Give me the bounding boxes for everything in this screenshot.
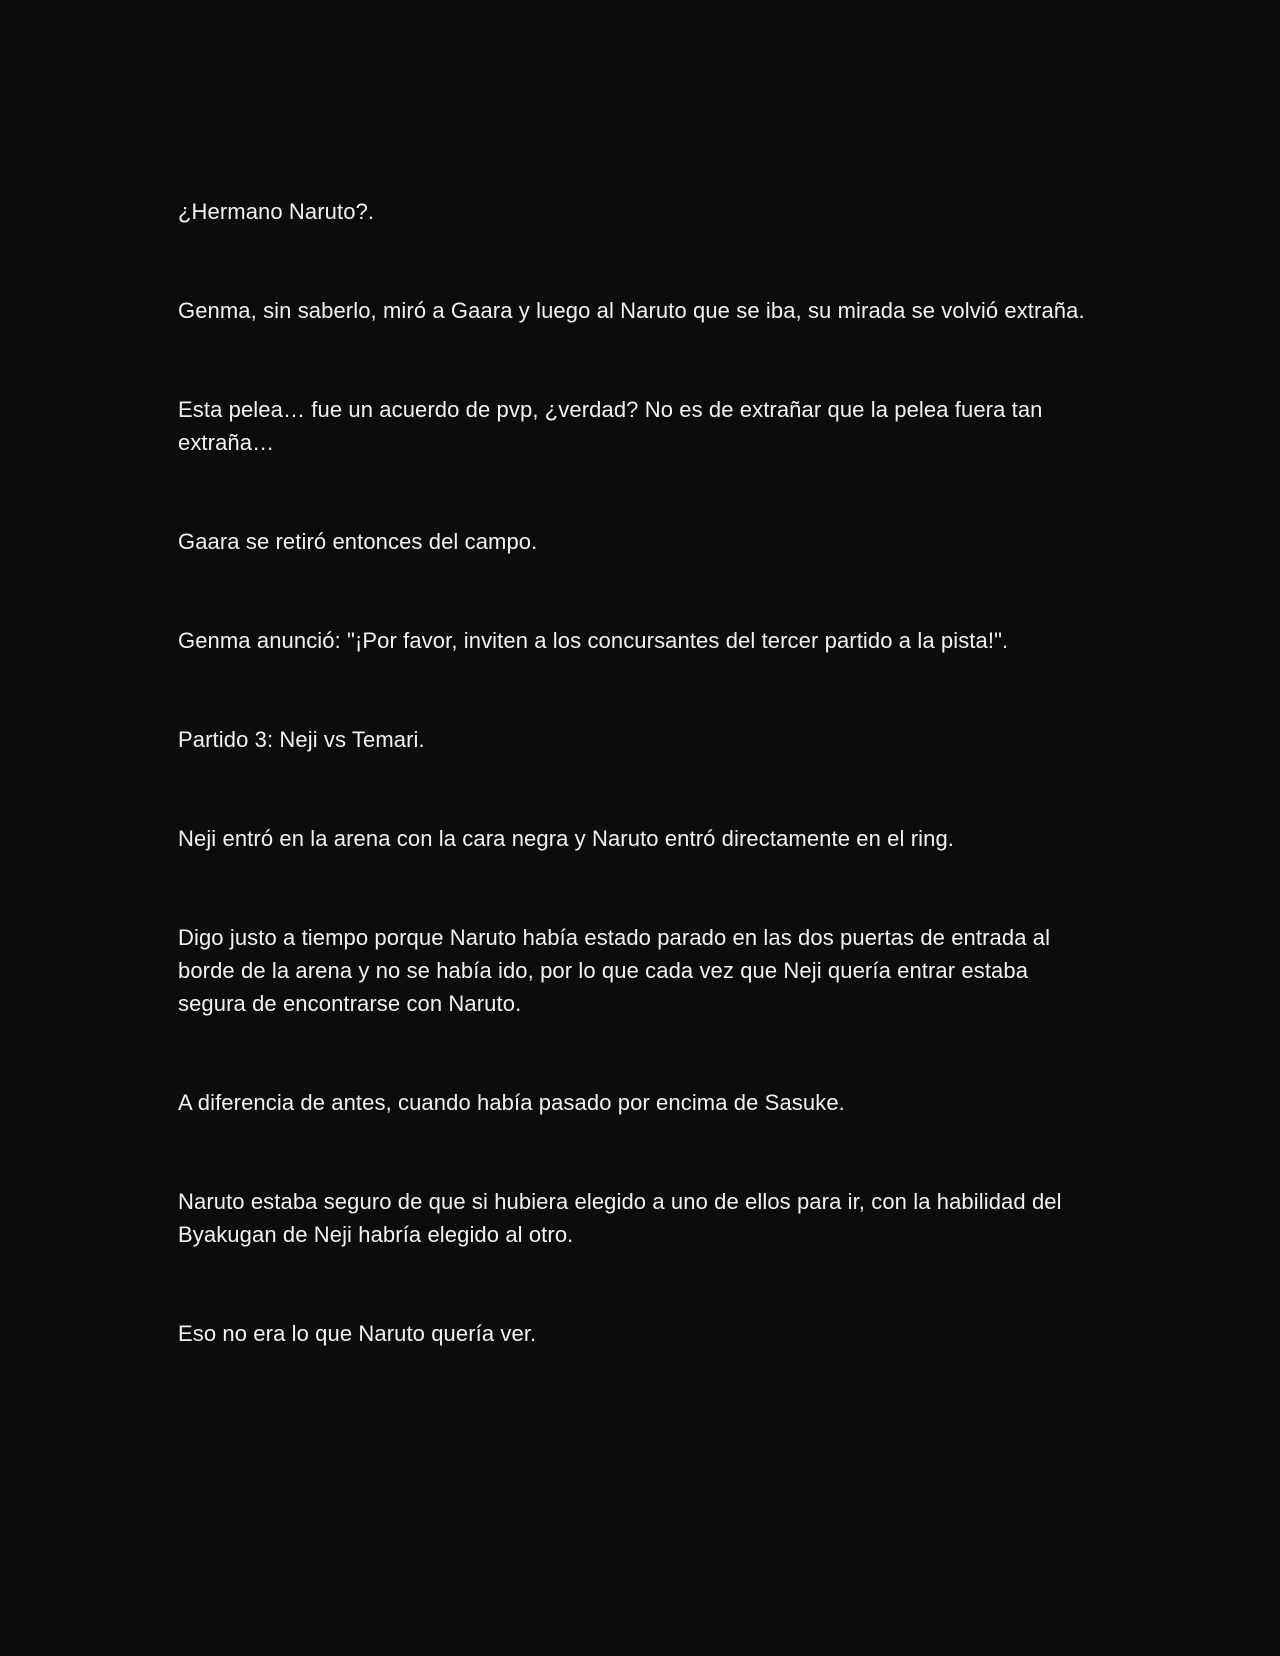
paragraph-4: Gaara se retiró entonces del campo. xyxy=(178,529,538,554)
paragraph-5: Genma anunció: "¡Por favor, inviten a los concursantes del tercer partido a la pista!". xyxy=(178,628,1009,653)
paragraph-6: Partido 3: Neji vs Temari. xyxy=(178,727,425,752)
paragraph-7: Neji entró en la arena con la cara negra y Naruto entró directamente en el ring. xyxy=(178,826,954,851)
paragraph-9: A diferencia de antes, cuando había pasado por encima de Sasuke. xyxy=(178,1090,845,1115)
paragraph-10: Naruto estaba seguro de que si hubiera elegido a uno de ellos para ir, con la habilidad del Byakugan de Neji habría elegido al otro. xyxy=(178,1189,1062,1247)
paragraph-1: ¿Hermano Naruto?. xyxy=(178,199,375,224)
paragraph-3: Esta pelea… fue un acuerdo de pvp, ¿verdad? No es de extrañar que la pelea fuera tan extraña… xyxy=(178,397,1043,455)
document-body xyxy=(178,195,1098,1416)
paragraph-8: Digo justo a tiempo porque Naruto había estado parado en las dos puertas de entrada al borde de la arena y no se había ido, por lo que cada vez que Neji quería entrar estaba segura de encontrarse con Naruto. xyxy=(178,925,1051,1016)
paragraph-11: Eso no era lo que Naruto quería ver. xyxy=(178,1321,537,1346)
paragraph-2: Genma, sin saberlo, miró a Gaara y luego al Naruto que se iba, su mirada se volvió extraña. xyxy=(178,298,1085,323)
